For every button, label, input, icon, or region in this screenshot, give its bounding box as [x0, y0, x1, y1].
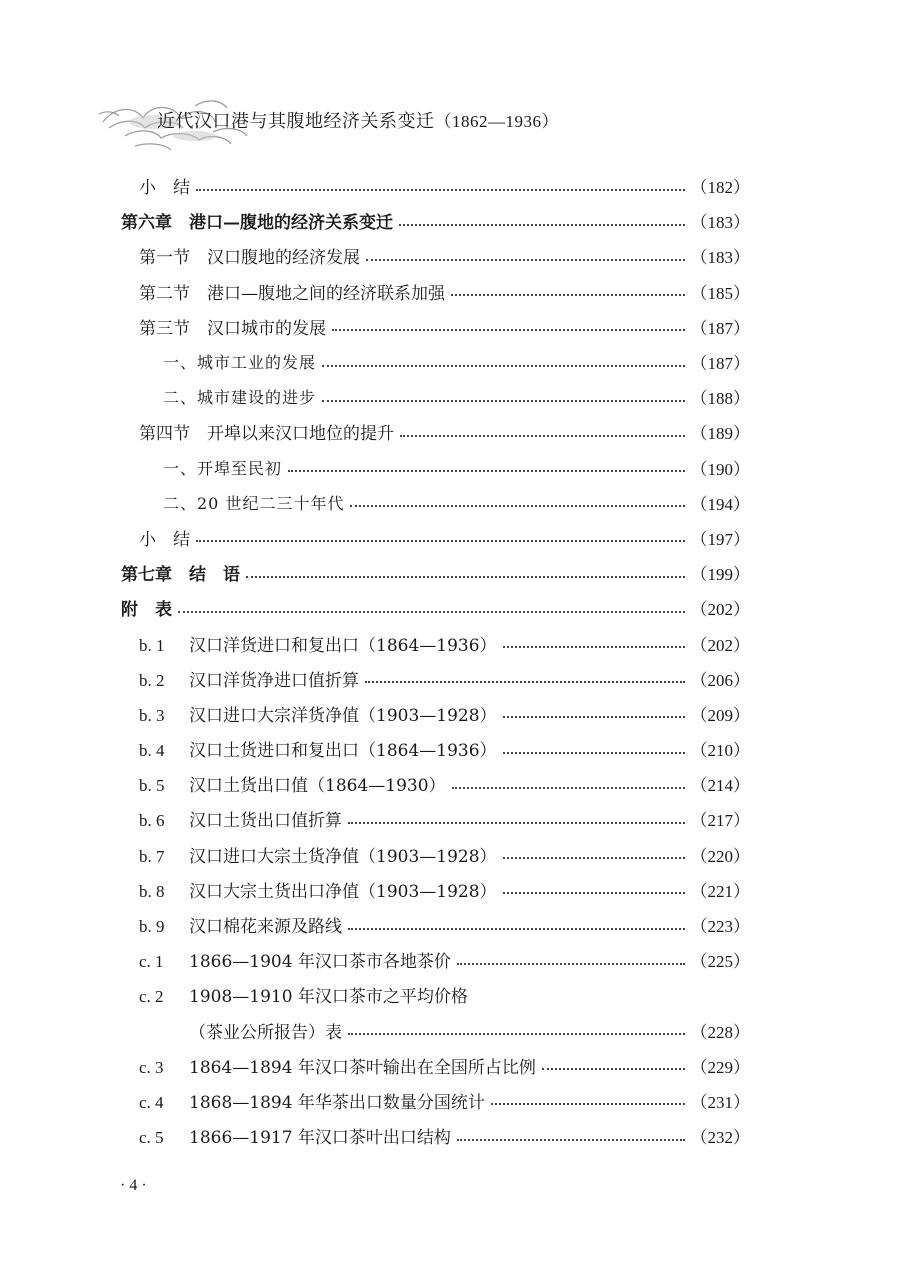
toc-entry-code: b. 4 — [139, 741, 165, 761]
toc-entry — [121, 450, 750, 485]
toc-entry-title — [139, 666, 359, 691]
toc-entry-page: （202） — [690, 635, 750, 655]
toc-entry-title — [139, 771, 446, 796]
toc-entry-page: （185） — [690, 283, 750, 303]
toc-entry-page: （190） — [690, 459, 750, 479]
toc-entry — [121, 485, 750, 520]
toc-entry-title — [139, 279, 445, 304]
toc-entry — [121, 1083, 750, 1118]
toc-entry — [121, 872, 750, 907]
toc-entry-page: （183） — [690, 248, 750, 268]
toc-entry — [121, 801, 750, 836]
toc-entry-page: （220） — [690, 846, 750, 866]
dot-leader — [503, 845, 685, 859]
toc-entry-page: （187） — [690, 318, 750, 338]
toc-entry-title — [139, 631, 497, 656]
toc-entry-title — [139, 947, 451, 972]
toc-entry-text: 汉口土货进口和复出口（1864—1936） — [189, 741, 497, 762]
toc-entry — [121, 520, 750, 555]
toc-entry-code: b. 8 — [139, 881, 165, 901]
toc-entry-page: （183） — [690, 213, 750, 233]
toc-entry-page: （206） — [690, 670, 750, 690]
toc-entry-page: （210） — [690, 741, 750, 761]
toc-entry-code: b. 3 — [139, 705, 165, 725]
dot-leader — [503, 634, 685, 648]
book-years: （1862—1936） — [434, 112, 559, 131]
toc-entry-code: b. 5 — [139, 776, 165, 796]
toc-entry — [121, 1118, 750, 1153]
toc-entry — [121, 414, 750, 449]
dot-leader — [246, 564, 685, 578]
toc-entry — [121, 731, 750, 766]
toc-entry-code: b. 2 — [139, 670, 165, 690]
toc-entry-text: 汉口土货出口值折算 — [189, 811, 342, 832]
toc-entry-code: b. 9 — [139, 917, 165, 937]
dot-leader — [365, 669, 685, 683]
toc-entry-text: 第二节 港口—腹地之间的经济联系加强 — [139, 283, 445, 304]
toc-entry — [121, 696, 750, 731]
toc-entry-text: 汉口进口大宗洋货净值（1903—1928） — [189, 705, 497, 726]
dot-leader — [322, 353, 684, 367]
dot-leader — [196, 528, 685, 542]
toc-entry — [121, 344, 750, 379]
toc-entry — [121, 661, 750, 696]
toc-entry-text: 第一节 汉口腹地的经济发展 — [139, 248, 360, 269]
toc-entry — [121, 907, 750, 942]
toc-entry-title — [163, 385, 316, 408]
toc-entry-title — [139, 982, 468, 1007]
toc-entry-page: （231） — [690, 1092, 750, 1112]
toc-entry — [121, 168, 750, 203]
toc-entry-page: （229） — [690, 1057, 750, 1077]
dot-leader — [451, 282, 685, 296]
toc-entry — [121, 238, 750, 273]
running-title — [157, 107, 559, 133]
toc-entry — [121, 1048, 750, 1083]
toc-entry-text: 第七章 结 语 — [121, 565, 240, 586]
toc-entry-text: 小 结 — [139, 178, 190, 199]
toc-entry-text: 小 结 — [139, 529, 190, 550]
toc-entry-title — [139, 525, 190, 550]
toc-entry-code: b. 6 — [139, 811, 165, 831]
toc-entry-text: 第三节 汉口城市的发展 — [139, 318, 326, 339]
toc-entry — [121, 203, 750, 238]
toc-entry-text: 汉口进口大宗土货净值（1903—1928） — [189, 846, 497, 867]
toc-entry-text: 二、20 世纪二三十年代 — [163, 493, 345, 513]
toc-entry-page: （223） — [690, 917, 750, 937]
toc-entry-title — [163, 350, 316, 373]
toc-entry-code: b. 7 — [139, 846, 165, 866]
toc-entry-text: 1866—1917 年汉口茶叶出口结构 — [189, 1128, 451, 1149]
toc-entry-title — [139, 701, 497, 726]
dot-leader — [452, 775, 685, 789]
toc-entry-page: （214） — [690, 776, 750, 796]
toc-entry — [121, 379, 750, 414]
toc-entry-text: （茶业公所报告）表 — [189, 1022, 342, 1043]
toc-entry-title — [139, 806, 342, 831]
toc-entry-title — [121, 560, 240, 585]
toc-entry — [121, 309, 750, 344]
toc-entry-title — [139, 1088, 485, 1113]
dot-leader — [542, 1056, 685, 1070]
dot-leader — [178, 599, 685, 613]
toc-entry-text: 一、城市工业的发展 — [163, 353, 317, 373]
toc-entry-title — [139, 736, 497, 761]
toc-entry-page: （217） — [690, 811, 750, 831]
toc-entry-page: （228） — [690, 1022, 750, 1042]
toc-entry-title — [139, 243, 360, 268]
dot-leader — [503, 880, 685, 894]
dot-leader — [332, 317, 685, 331]
toc-entry-title — [139, 1018, 342, 1043]
toc-entry-page: （182） — [690, 178, 750, 198]
dot-leader — [503, 704, 685, 718]
dot-leader — [457, 951, 685, 965]
dot-leader — [491, 1091, 685, 1105]
toc-entry-text: 1908—1910 年汉口茶市之平均价格 — [189, 987, 468, 1008]
toc-entry-text: 汉口棉花来源及路线 — [189, 917, 342, 938]
table-of-contents — [121, 168, 750, 1153]
dot-leader — [350, 493, 684, 507]
running-header — [95, 92, 815, 154]
dot-leader — [196, 177, 685, 191]
toc-entry-title — [139, 1123, 451, 1148]
toc-entry-text: 第四节 开埠以来汉口地位的提升 — [139, 424, 394, 445]
toc-entry-page: （221） — [690, 881, 750, 901]
dot-leader — [348, 810, 685, 824]
toc-entry-page: （187） — [690, 354, 750, 374]
toc-entry-text: 一、开埠至民初 — [163, 458, 283, 478]
toc-entry-text: 1866—1904 年汉口茶市各地茶价 — [189, 952, 451, 973]
toc-entry-code: c. 1 — [139, 952, 164, 972]
toc-entry-text: 1864—1894 年汉口茶叶输出在全国所占比例 — [189, 1057, 536, 1078]
toc-entry-code: c. 4 — [139, 1092, 164, 1112]
dot-leader — [457, 1127, 685, 1141]
toc-entry — [121, 625, 750, 660]
toc-entry-title — [121, 595, 172, 620]
toc-entry-page: （209） — [690, 705, 750, 725]
toc-entry-page: （188） — [690, 389, 750, 409]
dot-leader — [348, 1021, 685, 1035]
toc-entry-title — [163, 456, 282, 479]
toc-entry-text: 1868—1894 年华茶出口数量分国统计 — [189, 1092, 485, 1113]
dot-leader — [348, 916, 685, 930]
toc-entry — [121, 1013, 750, 1048]
dot-leader — [400, 423, 685, 437]
toc-entry-page: （232） — [690, 1128, 750, 1148]
toc-entry-code: c. 5 — [139, 1128, 164, 1148]
dot-leader — [399, 212, 685, 226]
toc-entry-title — [139, 842, 497, 867]
toc-entry-page: （189） — [690, 424, 750, 444]
book-title: 近代汉口港与其腹地经济关系变迁 — [157, 111, 435, 132]
dot-leader — [288, 458, 684, 472]
toc-entry-page: （199） — [690, 565, 750, 585]
toc-entry-text: 第六章 港口—腹地的经济关系变迁 — [121, 213, 393, 234]
toc-entry-text: 汉口大宗土货出口净值（1903—1928） — [189, 881, 497, 902]
toc-entry-page: （197） — [690, 529, 750, 549]
dot-leader — [366, 247, 685, 261]
toc-entry-page: （225） — [690, 952, 750, 972]
toc-entry — [121, 977, 750, 1012]
toc-entry-code: c. 3 — [139, 1057, 164, 1077]
toc-entry-text: 附 表 — [121, 600, 172, 621]
toc-entry-title — [139, 314, 326, 339]
toc-entry — [121, 837, 750, 872]
toc-entry — [121, 942, 750, 977]
toc-entry-text: 二、城市建设的进步 — [163, 388, 317, 408]
dot-leader — [322, 388, 684, 402]
toc-entry-title — [139, 1053, 536, 1078]
toc-entry-code: c. 2 — [139, 987, 164, 1007]
toc-entry — [121, 555, 750, 590]
toc-entry-title — [163, 491, 344, 514]
toc-entry-title — [139, 419, 394, 444]
toc-entry-title — [121, 208, 393, 233]
page-number: · 4 · — [120, 1177, 147, 1194]
toc-entry-text: 汉口洋货净进口值折算 — [189, 670, 359, 691]
toc-entry-code: b. 1 — [139, 635, 165, 655]
toc-entry-page: （194） — [690, 494, 750, 514]
toc-entry-title — [139, 912, 342, 937]
toc-entry-text: 汉口洋货进口和复出口（1864—1936） — [189, 635, 497, 656]
toc-entry — [121, 766, 750, 801]
dot-leader — [503, 740, 685, 754]
toc-entry-title — [139, 173, 190, 198]
toc-entry-page: （202） — [690, 600, 750, 620]
toc-entry-text: 汉口土货出口值（1864—1930） — [189, 776, 446, 797]
toc-entry — [121, 590, 750, 625]
toc-entry — [121, 274, 750, 309]
toc-entry-title — [139, 877, 497, 902]
